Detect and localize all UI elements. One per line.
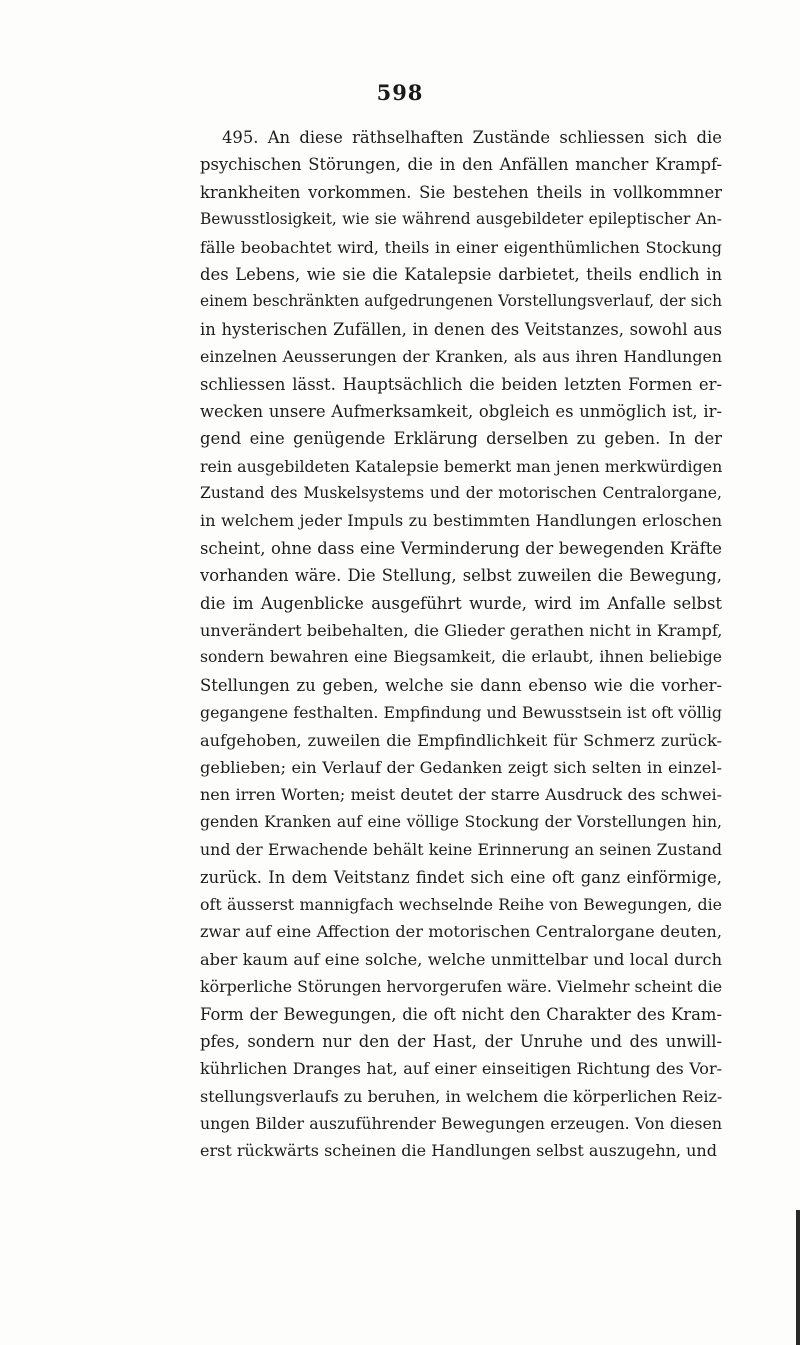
- text-line: oft äusserst mannigfach wechselnde Reihe von Bewegungen, die: [200, 894, 722, 914]
- text-line: in welchem jeder Impuls zu bestimmten Handlungen erloschen: [200, 511, 722, 531]
- text-line: erst rückwärts scheinen die Handlungen selbst auszugehn, und: [200, 1141, 717, 1161]
- text-line: einem beschränkten aufgedrungenen Vorstellungsverlauf, der sich: [200, 292, 722, 311]
- text-line: zurück. In dem Veitstanz findet sich eine oft ganz einförmige,: [200, 867, 722, 887]
- text-line: und der Erwachende behält keine Erinnerung an seinen Zustand: [200, 840, 722, 860]
- text-line: unverändert beibehalten, die Glieder gerathen nicht in Krampf,: [200, 621, 722, 641]
- text-line: kührlichen Dranges hat, auf einer einseitigen Richtung des Vor-: [200, 1059, 722, 1079]
- text-line: einzelnen Aeusserungen der Kranken, als aus ihren Handlungen: [200, 347, 722, 367]
- page-number: 598: [376, 80, 424, 105]
- text-line: wecken unsere Aufmerksamkeit, obgleich es unmöglich ist, ir-: [200, 401, 722, 421]
- text-line: vorhanden wäre. Die Stellung, selbst zuweilen die Bewegung,: [200, 566, 722, 586]
- text-line: Stellungen zu geben, welche sie dann ebenso wie die vorher-: [200, 675, 722, 695]
- text-line: körperliche Störungen hervorgerufen wäre. Vielmehr scheint die: [200, 977, 722, 997]
- text-line: nen irren Worten; meist deutet der starre Ausdruck des schwei-: [200, 785, 722, 805]
- text-line: psychischen Störungen, die in den Anfällen mancher Krampf-: [200, 155, 722, 175]
- text-line: die im Augenblicke ausgeführt wurde, wird im Anfalle selbst: [200, 593, 722, 613]
- text-line: pfes, sondern nur den der Hast, der Unruhe und des unwill-: [200, 1031, 722, 1051]
- text-line: rein ausgebildeten Katalepsie bemerkt man jenen merkwürdigen: [200, 456, 722, 476]
- text-line: gegangene festhalten. Empfindung und Bewusstsein ist oft völlig: [200, 703, 722, 723]
- text-line: Bewusstlosigkeit, wie sie während ausgebildeter epileptischer An-: [200, 210, 722, 229]
- text-line: aber kaum auf eine solche, welche unmittelbar und local durch: [200, 949, 722, 969]
- text-line: schliessen lässt. Hauptsächlich die beiden letzten Formen er-: [200, 374, 722, 394]
- text-line: zwar auf eine Affection der motorischen Centralorgane deuten,: [200, 922, 722, 942]
- text-line: fälle beobachtet wird, theils in einer eigenthümlichen Stockung: [200, 237, 722, 257]
- text-line: geblieben; ein Verlauf der Gedanken zeigt sich selten in einzel-: [200, 757, 722, 777]
- text-line: sondern bewahren eine Biegsamkeit, die erlaubt, ihnen beliebige: [200, 648, 722, 667]
- paragraph-495: [200, 124, 722, 1165]
- text-line: in hysterischen Zufällen, in denen des Veitstanzes, sowohl aus: [200, 319, 722, 339]
- text-line: scheint, ohne dass eine Verminderung der bewegenden Kräfte: [200, 538, 722, 558]
- text-line: ungen Bilder auszuführender Bewegungen erzeugen. Von diesen: [200, 1114, 722, 1134]
- text-line: stellungsverlaufs zu beruhen, in welchem die körperlichen Reiz-: [200, 1086, 722, 1106]
- text-line: Form der Bewegungen, die oft nicht den Charakter des Kram-: [200, 1004, 722, 1024]
- text-line: krankheiten vorkommen. Sie bestehen theils in vollkommner: [200, 182, 722, 202]
- text-line: genden Kranken auf eine völlige Stockung der Vorstellungen hin,: [200, 812, 722, 831]
- text-line: gend eine genügende Erklärung derselben zu geben. In der: [200, 429, 722, 449]
- text-line: aufgehoben, zuweilen die Empfindlichkeit für Schmerz zurück-: [200, 730, 722, 750]
- page-edge-shadow: [796, 1210, 800, 1345]
- text-line: des Lebens, wie sie die Katalepsie darbietet, theils endlich in: [200, 264, 722, 284]
- text-line: Zustand des Muskelsystems und der motorischen Centralorgane,: [200, 484, 722, 503]
- text-line: 495. An diese räthselhaften Zustände schliessen sich die: [222, 128, 722, 147]
